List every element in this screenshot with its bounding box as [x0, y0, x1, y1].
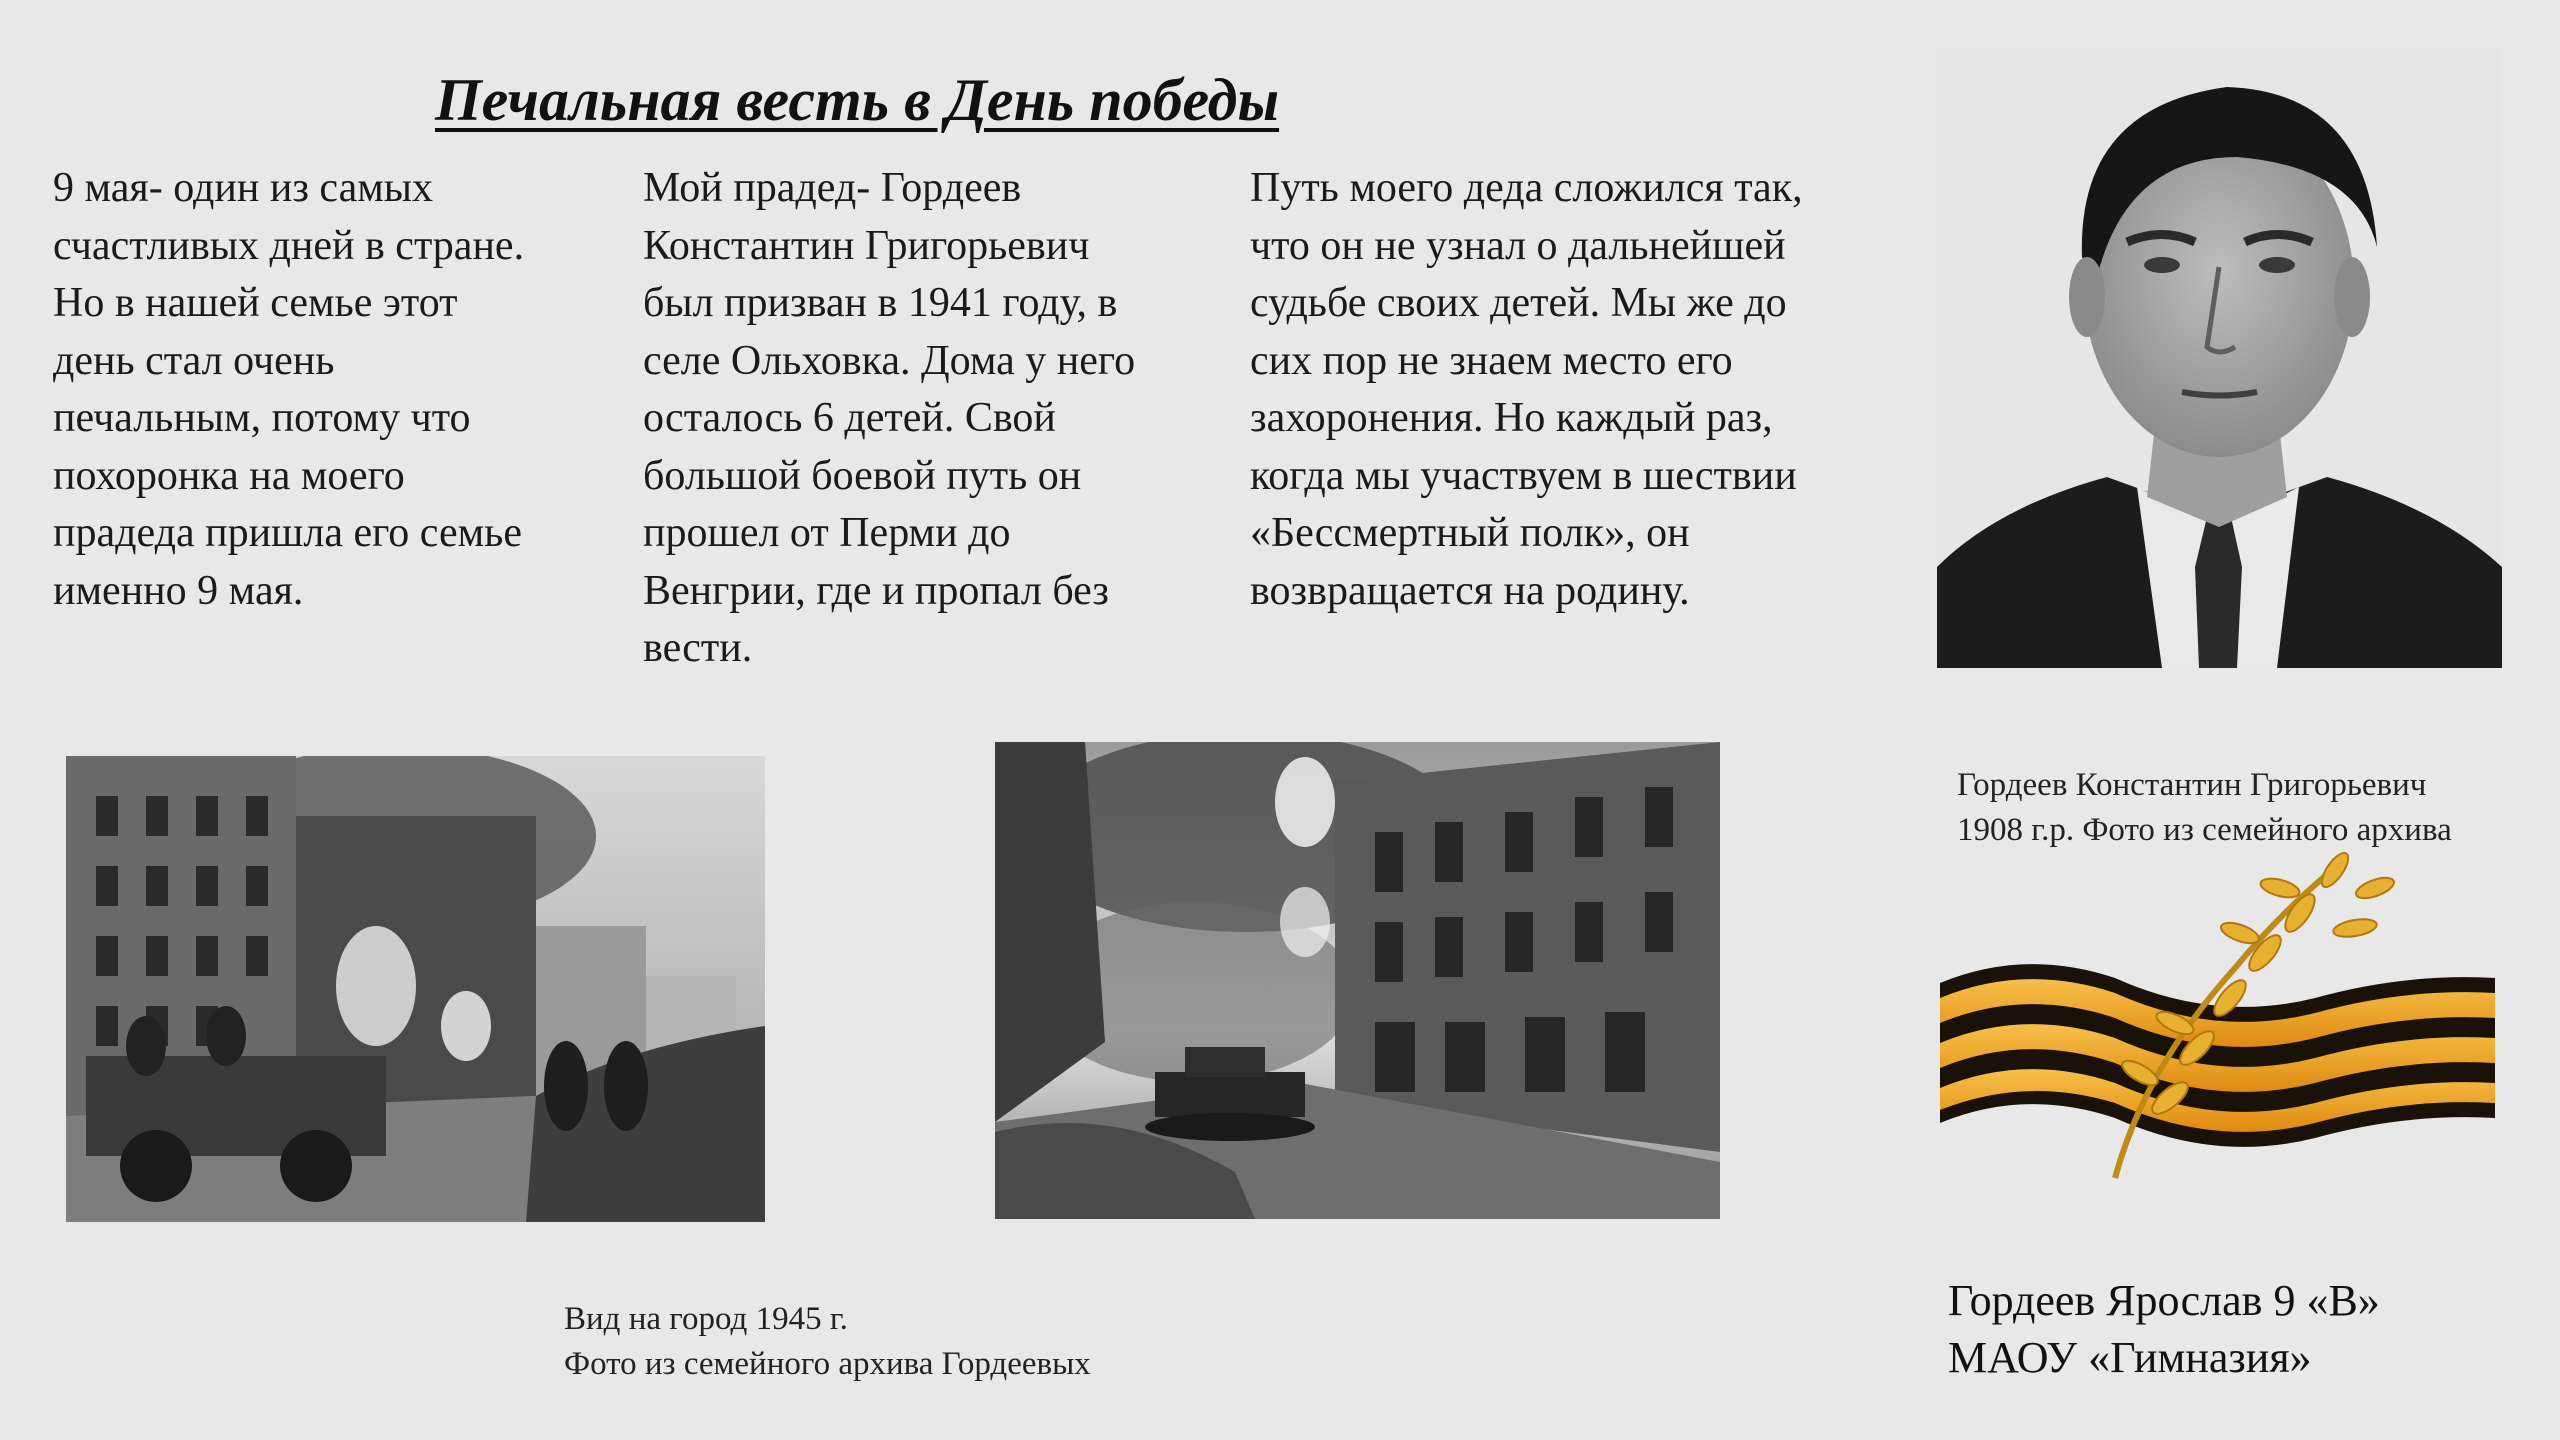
text-line: большой боевой путь он — [643, 452, 1082, 499]
text-column-biography — [643, 160, 1135, 678]
text-line: день стал очень — [53, 337, 335, 384]
text-line: 9 мая- один из самых — [53, 165, 434, 211]
war-photo-illustration — [66, 756, 765, 1222]
text-line: «Бессмертный полк», он — [1250, 510, 1690, 556]
text-line: селе Ольховка. Дома у него — [643, 337, 1136, 384]
text-line: сих пор не знаем место его — [1250, 337, 1733, 384]
portrait-illustration — [1937, 47, 2502, 668]
text-line: когда мы участвуем в шествии — [1250, 452, 1797, 499]
text-line: Константин Григорьевич — [643, 222, 1090, 269]
photos-caption-title: Вид на город 1945 г. — [564, 1301, 848, 1337]
text-line: Путь моего деда сложился так, — [1250, 165, 1803, 211]
portrait-caption-details: 1908 г.р. Фото из семейного архива — [1957, 812, 2452, 848]
text-line: именно 9 мая. — [53, 567, 304, 614]
text-line: Мой прадед- Гордеев — [643, 165, 1022, 211]
portrait-caption — [1957, 763, 2452, 853]
text-line: вести. — [643, 625, 753, 671]
text-line: печальным, потому что — [53, 395, 471, 441]
text-line: судьбе своих детей. Мы же до — [1250, 280, 1787, 326]
war-photo-street-battle — [66, 756, 765, 1222]
author-signature — [1948, 1272, 2380, 1386]
text-line: прошел от Перми до — [643, 510, 1011, 556]
text-line: прадеда пришла его семье — [53, 510, 522, 556]
text-line: был призван в 1941 году, в — [643, 280, 1118, 326]
portrait-caption-name: Гордеев Константин Григорьевич — [1957, 767, 2427, 803]
portrait-photo — [1937, 47, 2502, 668]
ribbon-illustration — [1935, 848, 2503, 1193]
author-school: МАОУ «Гимназия» — [1948, 1333, 2312, 1382]
photos-caption-source: Фото из семейного архива Гордеевых — [564, 1346, 1091, 1382]
text-line: похоронка на моего — [53, 452, 405, 499]
text-line: счастливых дней в стране. — [53, 222, 525, 269]
text-line: осталось 6 детей. Свой — [643, 395, 1056, 441]
st-george-ribbon-icon — [1935, 848, 2503, 1193]
text-line: что он не узнал о дальнейшей — [1250, 222, 1786, 269]
text-column-intro — [53, 160, 524, 620]
text-line: Но в нашей семье этот — [53, 280, 458, 326]
text-column-memory — [1250, 160, 1803, 620]
page-title: Печальная весть в День победы — [435, 67, 1280, 133]
text-line: захоронения. Но каждый раз, — [1250, 395, 1773, 441]
photos-caption — [564, 1297, 1091, 1387]
text-line: возвращается на родину. — [1250, 567, 1690, 614]
text-line: Венгрии, где и пропал без — [643, 567, 1109, 614]
author-name: Гордеев Ярослав 9 «В» — [1948, 1276, 2380, 1325]
war-photo-tank-street — [995, 742, 1720, 1219]
war-photo-illustration — [995, 742, 1720, 1219]
